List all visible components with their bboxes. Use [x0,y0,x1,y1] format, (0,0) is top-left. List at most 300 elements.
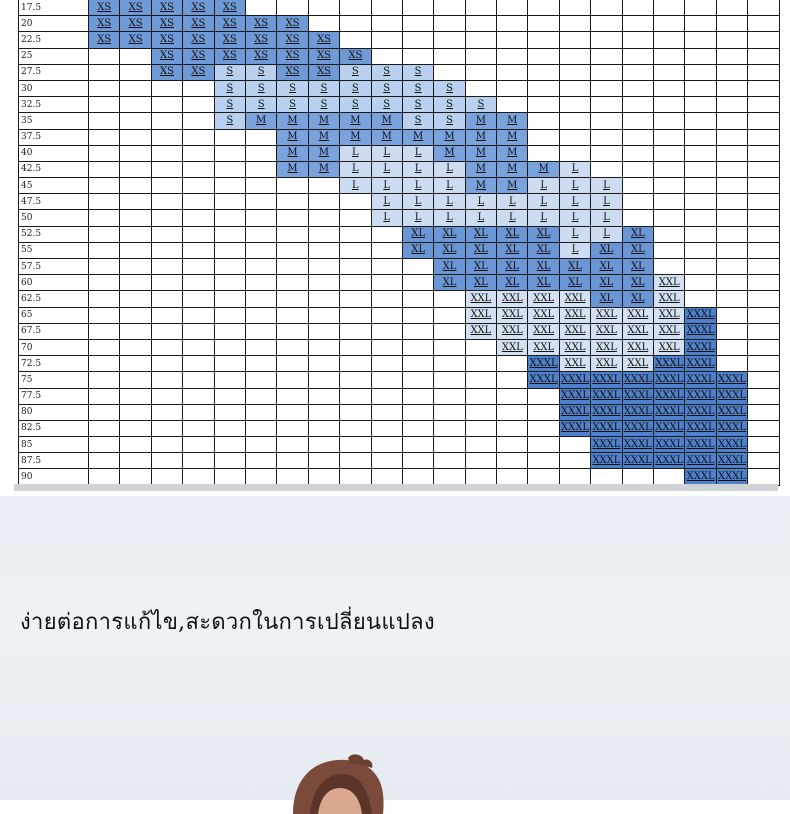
weight-label: 35 [19,113,89,129]
size-cell: XXXL [559,372,590,388]
empty-cell [591,64,622,80]
empty-cell [402,259,433,275]
size-cell: XXL [559,307,590,323]
table-bottom-bar [14,484,778,491]
empty-cell [559,0,590,16]
size-cell: XXL [559,323,590,339]
weight-label: 87.5 [19,453,89,469]
size-cell: L [434,178,465,194]
empty-cell [308,372,339,388]
size-cell: S [434,80,465,96]
empty-cell [559,469,590,485]
empty-cell [591,469,622,485]
size-cell: XXXL [685,323,716,339]
empty-cell [340,0,371,16]
size-cell: M [497,113,528,129]
size-cell: XXL [559,356,590,372]
empty-cell [214,161,245,177]
empty-cell [371,291,402,307]
caption-text: ง่ายต่อการแก้ไข,สะดวกในการเปลี่ยนแปลง [20,610,435,635]
empty-cell [120,404,151,420]
size-cell: XXL [591,356,622,372]
empty-cell [716,307,747,323]
empty-cell [654,194,685,210]
empty-cell [654,97,685,113]
size-cell: XXL [465,307,496,323]
empty-cell [716,80,747,96]
empty-cell [151,129,182,145]
empty-cell [497,372,528,388]
empty-cell [716,16,747,32]
empty-cell [685,113,716,129]
size-cell: XL [528,242,559,258]
empty-cell [465,388,496,404]
empty-cell [748,97,779,113]
empty-cell [371,32,402,48]
size-cell: XXXL [716,453,747,469]
size-cell: XXXL [716,372,747,388]
size-cell: XS [183,16,214,32]
size-cell: S [214,80,245,96]
empty-cell [151,275,182,291]
empty-cell [151,437,182,453]
empty-cell [277,339,308,355]
size-cell: XS [214,16,245,32]
weight-label: 47.5 [19,194,89,210]
size-cell: XL [497,242,528,258]
empty-cell [716,64,747,80]
empty-cell [340,16,371,32]
empty-cell [685,64,716,80]
size-cell: M [308,145,339,161]
size-cell: L [340,161,371,177]
empty-cell [654,178,685,194]
empty-cell [622,129,653,145]
empty-cell [434,64,465,80]
empty-cell [214,178,245,194]
empty-cell [465,339,496,355]
empty-cell [528,129,559,145]
empty-cell [622,97,653,113]
empty-cell [89,242,120,258]
empty-cell [622,145,653,161]
empty-cell [622,0,653,16]
size-cell: XL [591,242,622,258]
size-chart-row [19,339,780,355]
empty-cell [402,453,433,469]
size-chart-row [19,32,780,48]
empty-cell [151,372,182,388]
empty-cell [120,469,151,485]
size-cell: XS [151,32,182,48]
size-cell: M [308,129,339,145]
empty-cell [89,356,120,372]
empty-cell [277,453,308,469]
size-cell: XXXL [528,372,559,388]
empty-cell [151,259,182,275]
size-cell: M [277,113,308,129]
size-cell: L [434,194,465,210]
size-cell: L [591,210,622,226]
empty-cell [340,275,371,291]
empty-cell [120,291,151,307]
size-chart-row [19,0,780,16]
empty-cell [151,388,182,404]
size-cell: XL [465,259,496,275]
size-chart-row [19,145,780,161]
empty-cell [89,259,120,275]
empty-cell [402,372,433,388]
size-cell: XL [559,275,590,291]
empty-cell [89,178,120,194]
size-cell: XS [214,32,245,48]
empty-cell [371,0,402,16]
empty-cell [748,291,779,307]
empty-cell [685,129,716,145]
size-cell: XXXL [654,453,685,469]
empty-cell [748,178,779,194]
size-cell: XXXL [685,356,716,372]
empty-cell [151,145,182,161]
empty-cell [89,307,120,323]
weight-label: 67.5 [19,323,89,339]
weight-label: 62.5 [19,291,89,307]
empty-cell [245,210,276,226]
size-cell: XXXL [622,420,653,436]
empty-cell [622,178,653,194]
size-chart-row [19,372,780,388]
empty-cell [497,64,528,80]
empty-cell [214,275,245,291]
size-cell: L [497,210,528,226]
empty-cell [622,16,653,32]
size-cell: S [371,64,402,80]
weight-label: 40 [19,145,89,161]
empty-cell [245,404,276,420]
empty-cell [716,210,747,226]
empty-cell [434,420,465,436]
empty-cell [308,469,339,485]
empty-cell [528,16,559,32]
empty-cell [89,97,120,113]
empty-cell [497,97,528,113]
size-cell: XS [151,64,182,80]
size-cell: XS [245,48,276,64]
empty-cell [716,48,747,64]
empty-cell [654,226,685,242]
size-cell: XL [622,291,653,307]
empty-cell [89,129,120,145]
empty-cell [245,129,276,145]
empty-cell [371,323,402,339]
empty-cell [716,194,747,210]
size-chart-row [19,80,780,96]
weight-label: 77.5 [19,388,89,404]
empty-cell [716,145,747,161]
empty-cell [434,16,465,32]
empty-cell [748,259,779,275]
size-cell: XXXL [716,437,747,453]
size-cell: XXXL [559,404,590,420]
size-cell: M [465,178,496,194]
empty-cell [748,323,779,339]
size-cell: S [245,64,276,80]
size-cell: L [340,178,371,194]
size-cell: XXXL [622,404,653,420]
empty-cell [183,339,214,355]
empty-cell [402,307,433,323]
empty-cell [748,194,779,210]
empty-cell [151,161,182,177]
empty-cell [528,453,559,469]
size-cell: XXL [591,307,622,323]
size-cell: XS [89,0,120,16]
size-cell: L [559,242,590,258]
size-cell: XXL [465,323,496,339]
size-cell: XXL [497,339,528,355]
size-cell: XXXL [716,420,747,436]
size-cell: XXL [654,291,685,307]
empty-cell [340,194,371,210]
size-cell: XS [245,32,276,48]
empty-cell [622,64,653,80]
empty-cell [151,97,182,113]
size-cell: XXXL [716,388,747,404]
size-cell: XXXL [685,307,716,323]
empty-cell [434,291,465,307]
empty-cell [685,178,716,194]
empty-cell [277,275,308,291]
empty-cell [245,226,276,242]
empty-cell [89,226,120,242]
empty-cell [89,404,120,420]
empty-cell [308,291,339,307]
empty-cell [528,64,559,80]
empty-cell [434,323,465,339]
empty-cell [214,453,245,469]
empty-cell [308,356,339,372]
size-chart-row [19,194,780,210]
empty-cell [465,64,496,80]
size-cell: S [245,97,276,113]
empty-cell [340,339,371,355]
empty-cell [151,469,182,485]
empty-cell [340,388,371,404]
empty-cell [120,259,151,275]
size-cell: XXL [528,307,559,323]
empty-cell [183,259,214,275]
empty-cell [371,388,402,404]
model-photo [288,754,388,814]
empty-cell [559,453,590,469]
empty-cell [151,210,182,226]
size-cell: S [340,64,371,80]
empty-cell [402,291,433,307]
empty-cell [151,307,182,323]
empty-cell [183,97,214,113]
size-cell: S [340,80,371,96]
empty-cell [465,372,496,388]
empty-cell [371,372,402,388]
empty-cell [308,420,339,436]
size-cell: XS [308,32,339,48]
empty-cell [89,291,120,307]
size-cell: XXL [559,339,590,355]
empty-cell [402,16,433,32]
empty-cell [559,48,590,64]
empty-cell [214,129,245,145]
empty-cell [120,307,151,323]
size-cell: XS [183,32,214,48]
size-cell: XXXL [559,420,590,436]
empty-cell [245,178,276,194]
size-cell: S [340,97,371,113]
empty-cell [214,242,245,258]
size-chart-row [19,404,780,420]
weight-label: 57.5 [19,259,89,275]
empty-cell [748,32,779,48]
size-cell: M [308,113,339,129]
empty-cell [340,259,371,275]
size-cell: S [371,80,402,96]
empty-cell [308,226,339,242]
empty-cell [245,388,276,404]
empty-cell [277,323,308,339]
size-cell: M [528,161,559,177]
empty-cell [465,0,496,16]
empty-cell [528,388,559,404]
size-cell: L [402,145,433,161]
size-cell: XXXL [591,420,622,436]
empty-cell [371,275,402,291]
weight-label: 82.5 [19,420,89,436]
size-cell: XXXL [559,388,590,404]
size-cell: L [591,194,622,210]
size-cell: XXXL [622,372,653,388]
size-cell: M [277,129,308,145]
empty-cell [528,0,559,16]
empty-cell [183,291,214,307]
empty-cell [245,469,276,485]
size-cell: XXL [622,307,653,323]
empty-cell [120,145,151,161]
empty-cell [120,194,151,210]
empty-cell [245,307,276,323]
empty-cell [748,307,779,323]
empty-cell [371,404,402,420]
empty-cell [120,48,151,64]
empty-cell [528,113,559,129]
size-cell: XXXL [591,404,622,420]
size-cell: XS [277,16,308,32]
weight-label: 65 [19,307,89,323]
empty-cell [402,323,433,339]
size-cell: S [402,113,433,129]
empty-cell [245,242,276,258]
size-cell: XS [277,32,308,48]
empty-cell [89,372,120,388]
empty-cell [465,356,496,372]
empty-cell [654,129,685,145]
empty-cell [308,404,339,420]
empty-cell [183,307,214,323]
size-cell: M [465,161,496,177]
size-cell: XS [183,0,214,16]
weight-label: 52.5 [19,226,89,242]
empty-cell [245,259,276,275]
empty-cell [277,178,308,194]
size-cell: XXXL [591,453,622,469]
size-cell: XL [622,275,653,291]
size-cell: S [371,97,402,113]
empty-cell [654,113,685,129]
empty-cell [151,356,182,372]
empty-cell [528,469,559,485]
empty-cell [622,80,653,96]
size-cell: XL [434,242,465,258]
empty-cell [277,226,308,242]
empty-cell [748,356,779,372]
empty-cell [308,275,339,291]
empty-cell [277,307,308,323]
empty-cell [591,48,622,64]
size-cell: L [559,161,590,177]
size-cell: L [559,194,590,210]
empty-cell [340,307,371,323]
empty-cell [308,453,339,469]
size-cell: L [497,194,528,210]
size-cell: XS [120,32,151,48]
empty-cell [89,469,120,485]
empty-cell [214,307,245,323]
size-cell: XXL [497,323,528,339]
empty-cell [716,0,747,16]
empty-cell [465,453,496,469]
empty-cell [340,372,371,388]
size-cell: L [559,178,590,194]
empty-cell [120,80,151,96]
empty-cell [654,0,685,16]
size-cell: XS [151,0,182,16]
weight-label: 27.5 [19,64,89,80]
empty-cell [402,48,433,64]
empty-cell [277,372,308,388]
empty-cell [245,356,276,372]
empty-cell [748,129,779,145]
empty-cell [371,226,402,242]
empty-cell [434,339,465,355]
empty-cell [748,420,779,436]
empty-cell [748,242,779,258]
size-cell: S [308,80,339,96]
size-cell: XXXL [685,372,716,388]
size-chart-table [18,0,780,486]
size-cell: L [371,161,402,177]
empty-cell [183,453,214,469]
size-cell: L [371,210,402,226]
empty-cell [528,145,559,161]
empty-cell [120,323,151,339]
weight-label: 55 [19,242,89,258]
size-cell: XS [183,48,214,64]
size-cell: L [434,161,465,177]
size-cell: L [591,178,622,194]
size-cell: L [402,178,433,194]
size-cell: XXXL [654,420,685,436]
size-cell: XXXL [591,372,622,388]
empty-cell [716,275,747,291]
empty-cell [716,323,747,339]
